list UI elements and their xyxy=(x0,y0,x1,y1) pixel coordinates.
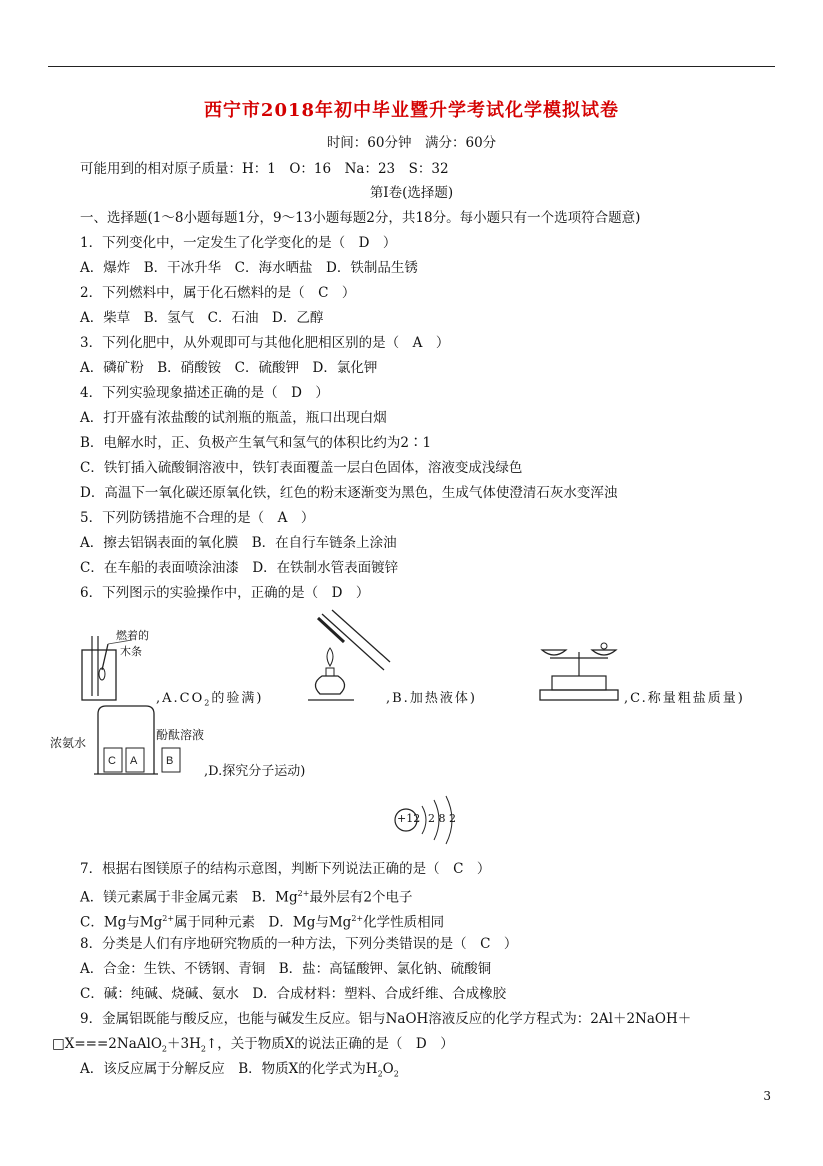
figure-d-label-right: 酚酞溶液 xyxy=(156,728,205,742)
figure-d-bell-jar xyxy=(94,704,158,776)
question-9-options-ab: A．该反应属于分解反应 B．物质X的化学式为$H_2O_2$ xyxy=(80,1061,399,1079)
question-6: 6．下列图示的实验操作中，正确的是（ D ） xyxy=(80,585,370,601)
question-7-options-cd: C．Mg与$Mg^{2+}$属于同种元素 D．Mg与$Mg^{2+}$化学性质相同 xyxy=(80,914,445,931)
exam-meta-time: 时间：60分钟 满分：60分 xyxy=(326,135,497,151)
figure-d-beaker-b xyxy=(160,742,184,774)
question-8-options-cd: C．碱：纯碱、烧碱、氨水 D．合成材料：塑料、合成纤维、合成橡胶 xyxy=(80,986,507,1002)
question-2-options: A．柴草 B．氢气 C．石油 D．乙醇 xyxy=(80,310,324,326)
figure-a-caption: $,A.CO_2$的验满) xyxy=(156,691,264,708)
figure-a-label-2: 木条 xyxy=(120,645,142,658)
figure-b-caption: ,B.加热液体) xyxy=(386,691,477,706)
question-4: 4．下列实验现象描述正确的是（ D ） xyxy=(80,385,329,401)
atom-nucleus-charge: +12 xyxy=(397,812,421,825)
figure-b-heating-liquid xyxy=(298,606,394,710)
question-4-option-b: B．电解水时，正、负极产生氧气和氢气的体积比约为2∶1 xyxy=(80,435,432,451)
question-3-options: A．磷矿粉 B．硝酸铵 C．硫酸钾 D．氯化钾 xyxy=(80,360,378,376)
question-5-options-ab: A．擦去铝锅表面的氧化膜 B．在自行车链条上涂油 xyxy=(80,535,397,551)
figure-a-label-1: 燃着的 xyxy=(116,629,149,642)
question-4-option-d: D．高温下一氧化碳还原氧化铁，红色的粉末逐渐变为黑色，生成气体使澄清石灰水变浑浊 xyxy=(80,485,618,501)
question-9: 9．金属铝既能与酸反应，也能与碱发生反应。铝与NaOH溶液反应的化学方程式为：2Al＋2NaOH＋ xyxy=(80,1011,692,1027)
header-rule xyxy=(48,66,775,67)
svg-text:C: C xyxy=(108,755,116,767)
question-3: 3．下列化肥中，从外观即可与其他化肥相区别的是（ A ） xyxy=(80,335,450,351)
figure-d-caption: ,D.探究分子运动) xyxy=(204,764,306,779)
figure-c-balance xyxy=(534,636,624,706)
question-7: 7．根据右图镁原子的结构示意图，判断下列说法正确的是（ C ） xyxy=(80,861,491,877)
svg-text:A: A xyxy=(130,755,138,767)
atom-electron-shells: 2 8 2 xyxy=(428,812,456,825)
exam-title: 西宁市2018年初中毕业暨升学考试化学模拟试卷 xyxy=(203,100,620,121)
instructions: 一、选择题(1～8小题每题1分，9～13小题每题2分，共18分。每小题只有一个选项符合题意) xyxy=(80,210,641,226)
figure-c-caption: ,C.称量粗盐质量) xyxy=(624,691,745,706)
question-9-line-2: $□X===2NaAlO_2+3H_2↑$，关于物质X的说法正确的是（ D ） xyxy=(52,1036,454,1054)
question-4-option-c: C．铁钉插入硫酸铜溶液中，铁钉表面覆盖一层白色固体，溶液变成浅绿色 xyxy=(80,460,523,476)
svg-text:B: B xyxy=(166,755,174,767)
question-7-options-ab: A．镁元素属于非金属元素 B．$Mg^{2+}$最外层有2个电子 xyxy=(80,889,413,906)
question-5: 5．下列防锈措施不合理的是（ A ） xyxy=(80,510,315,526)
question-4-option-a: A．打开盛有浓盐酸的试剂瓶的瓶盖，瓶口出现白烟 xyxy=(80,410,387,426)
section-heading: 第Ⅰ卷(选择题) xyxy=(369,185,454,201)
question-5-options-cd: C．在车船的表面喷涂油漆 D．在铁制水管表面镀锌 xyxy=(80,560,399,576)
question-1: 1．下列变化中，一定发生了化学变化的是（ D ） xyxy=(80,235,397,251)
question-2: 2．下列燃料中，属于化石燃料的是（ C ） xyxy=(80,285,356,301)
figure-d-label-left: 浓氨水 xyxy=(50,736,87,750)
question-8-options-ab: A．合金：生铁、不锈钢、青铜 B．盐：高锰酸钾、氯化钠、硫酸铜 xyxy=(80,961,492,977)
question-8: 8．分类是人们有序地研究物质的一种方法，下列分类错误的是（ C ） xyxy=(80,936,518,952)
exam-meta-atoms: 可能用到的相对原子质量：H：1 O：16 Na：23 S：32 xyxy=(80,161,449,177)
question-1-options: A．爆炸 B．干冰升华 C．海水晒盐 D．铁制品生锈 xyxy=(80,260,418,276)
page-number: 3 xyxy=(763,1089,771,1103)
